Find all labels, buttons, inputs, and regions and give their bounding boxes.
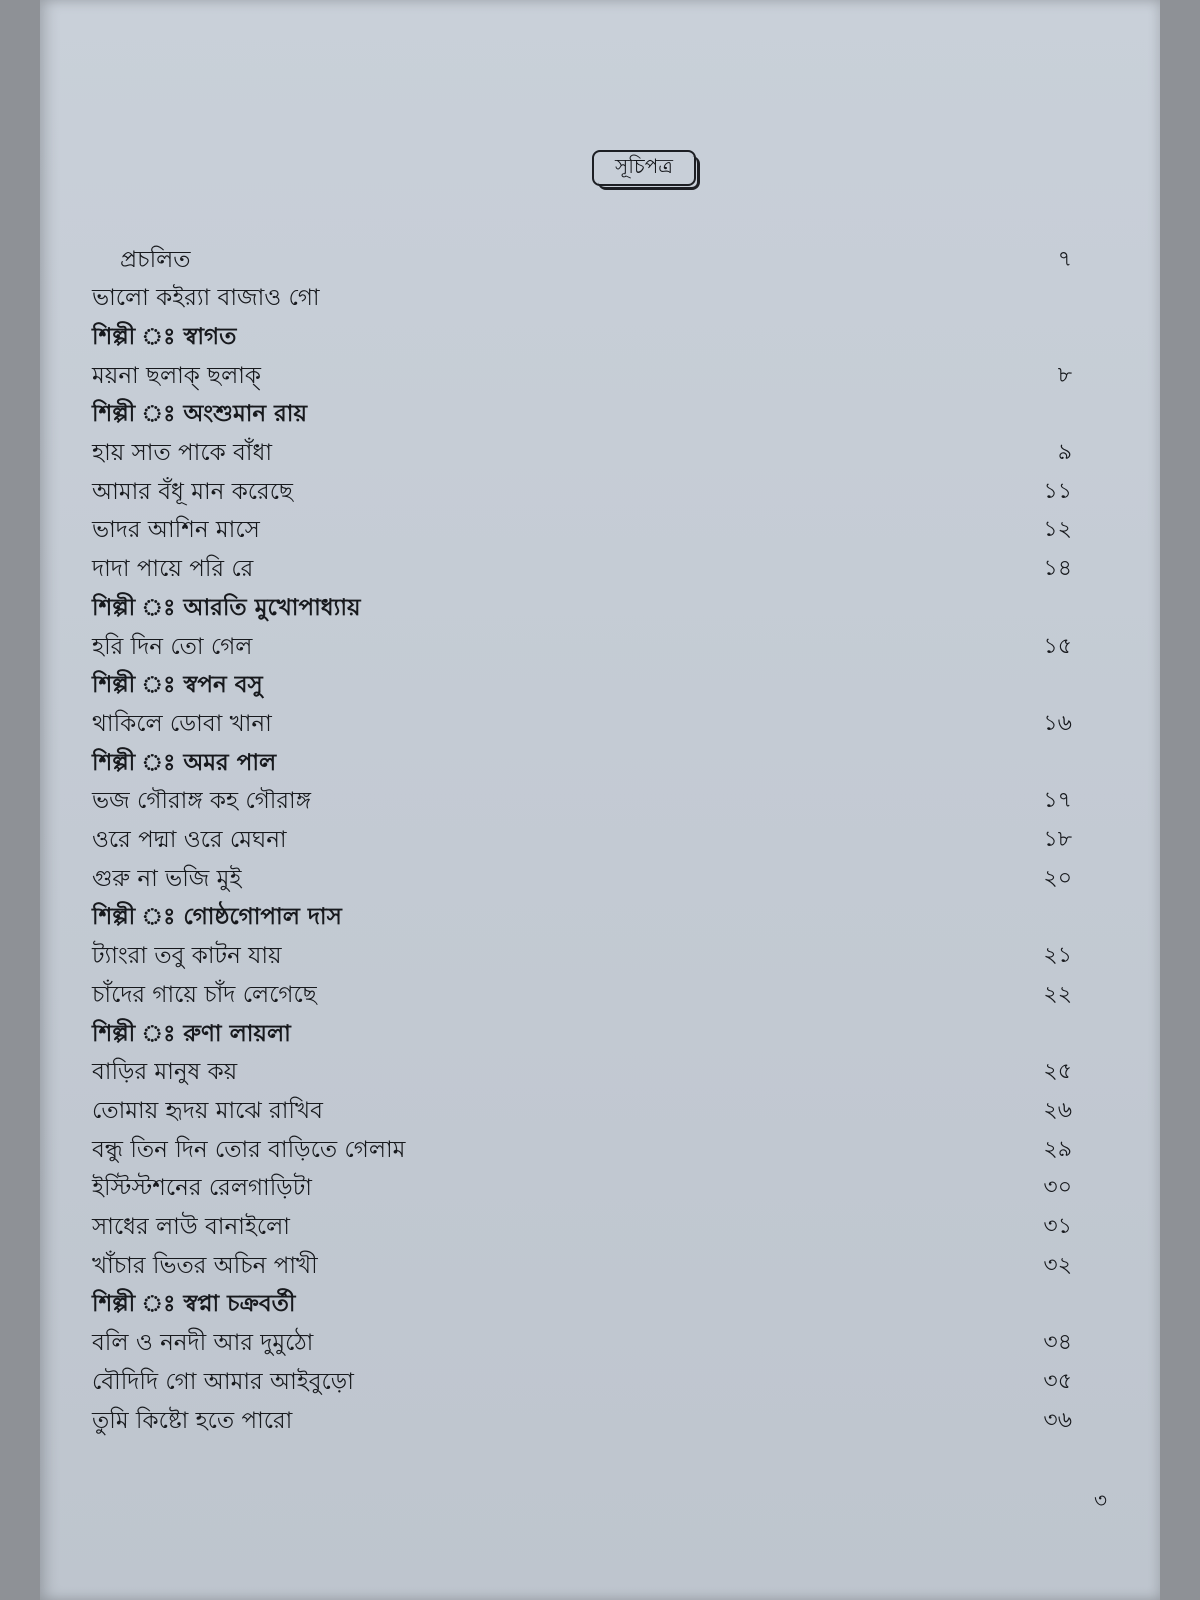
toc-page-number: ৩৬ — [1043, 1407, 1072, 1433]
toc-entry — [92, 706, 1072, 742]
toc-page-number: ১৬ — [1043, 710, 1072, 736]
toc-page-number: ২৬ — [1043, 1097, 1072, 1123]
toc-entry — [92, 436, 1072, 472]
song-title: সাধের লাউ বানাইলো — [92, 1214, 290, 1240]
song-title: বলি ও ননদী আর দুমুঠো — [92, 1330, 314, 1357]
toc-page-number: ১৪ — [1043, 556, 1072, 582]
song-title: ভজ গৌরাঙ্গ কহ গৌরাঙ্গ — [92, 788, 311, 815]
toc-page-number: ৩১ — [1043, 1214, 1072, 1239]
artist-heading: শিল্পী ঃ অংশুমান রায় — [92, 401, 308, 428]
toc-entry — [92, 242, 1072, 278]
song-title: ময়না ছলাক্ ছলাক্ — [92, 362, 262, 389]
page-title-text: সূচিপত্র — [615, 153, 673, 178]
toc-page-number: ২৫ — [1043, 1059, 1072, 1085]
toc-entry — [92, 358, 1072, 394]
artist-heading: শিল্পী ঃ স্বপ্না চক্রবর্তী — [92, 1291, 296, 1318]
page-number: ৩ — [1094, 1488, 1108, 1512]
toc-page-number: ১৮ — [1043, 827, 1072, 852]
toc-entry — [92, 1248, 1072, 1284]
toc-entry — [92, 745, 1072, 781]
toc-entry — [92, 513, 1072, 549]
toc-entry — [92, 1171, 1072, 1207]
song-title: বাড়ির মানুষ কয় — [92, 1059, 238, 1086]
toc-entry — [92, 1364, 1072, 1400]
toc-entry — [92, 552, 1072, 588]
toc-entry — [92, 784, 1072, 820]
toc-entry — [92, 474, 1072, 510]
song-title: ইস্টিস্টশনের রেলগাড়িটা — [92, 1175, 312, 1202]
song-title: আমার বঁধূ মান করেছে — [92, 478, 293, 505]
song-title: থাকিলে ডোবা খানা — [92, 710, 272, 737]
toc-entry — [92, 319, 1072, 355]
page-title — [592, 150, 696, 186]
toc-page-number: ৩৫ — [1043, 1368, 1072, 1394]
song-title: তুমি কিষ্টো হতে পারো — [92, 1407, 293, 1434]
toc-entry — [92, 1287, 1072, 1323]
toc-entry — [92, 668, 1072, 704]
toc-page-number: ৩৪ — [1043, 1330, 1072, 1356]
toc-entry — [92, 1210, 1072, 1246]
song-title: ওরে পদ্মা ওরে মেঘনা — [92, 827, 287, 853]
toc-entry — [92, 397, 1072, 433]
toc-entry — [92, 977, 1072, 1013]
toc-page-number: ৩২ — [1043, 1252, 1072, 1278]
toc-page-number: ২০ — [1043, 865, 1072, 891]
artist-heading: শিল্পী ঃ স্বপন বসু — [92, 672, 263, 699]
toc-page-number: ৭ — [1057, 246, 1072, 272]
toc-entry — [92, 629, 1072, 665]
artist-heading: শিল্পী ঃ স্বাগত — [92, 323, 237, 350]
toc-page-number: ২১ — [1043, 943, 1072, 969]
song-title: হরি দিন তো গেল — [92, 633, 253, 660]
song-title: ভালো কইর‍্যা বাজাও গো — [92, 285, 320, 312]
song-title: গুরু না ভজি মুই — [92, 865, 242, 892]
toc-page-number: ১৭ — [1043, 788, 1072, 814]
song-title: খাঁচার ভিতর অচিন পাখী — [92, 1252, 318, 1279]
song-title: ট্যাংরা তবু কাটন যায় — [92, 943, 282, 970]
toc-page-number: ১১ — [1043, 478, 1072, 504]
section-heading: প্রচলিত — [120, 246, 191, 273]
toc-entry — [92, 590, 1072, 626]
toc-entry — [92, 1055, 1072, 1091]
toc-entry — [92, 823, 1072, 859]
toc-page-number: ৯ — [1057, 440, 1072, 465]
song-title: দাদা পায়ে পরি রে — [92, 556, 254, 583]
song-title: চাঁদের গায়ে চাঁদ লেগেছে — [92, 981, 317, 1008]
toc-page-number: ৩০ — [1043, 1175, 1072, 1201]
toc-entry — [92, 900, 1072, 936]
artist-heading: শিল্পী ঃ গোষ্ঠগোপাল দাস — [92, 904, 342, 931]
toc-entry — [92, 1132, 1072, 1168]
toc-page-number: ১২ — [1043, 517, 1072, 543]
toc-entry — [92, 1326, 1072, 1362]
toc-entry — [92, 1016, 1072, 1052]
toc-entry — [92, 281, 1072, 317]
song-title: ভাদর আশিন মাসে — [92, 517, 260, 544]
song-title: বৌদিদি গো আমার আইবুড়ো — [92, 1368, 354, 1395]
toc-entry — [92, 1403, 1072, 1439]
toc-page-number: ২৯ — [1043, 1136, 1072, 1162]
toc-page-number: ৮ — [1057, 362, 1072, 388]
toc-page-number: ১৫ — [1043, 633, 1072, 659]
song-title: হায় সাত পাকে বাঁধা — [92, 440, 273, 466]
toc-entry — [92, 1093, 1072, 1129]
artist-heading: শিল্পী ঃ অমর পাল — [92, 749, 277, 776]
song-title: তোমায় হৃদয় মাঝে রাখিব — [92, 1097, 323, 1124]
toc-entry — [92, 939, 1072, 975]
song-title: বন্ধু তিন দিন তোর বাড়িতে গেলাম — [92, 1136, 406, 1163]
artist-heading: শিল্পী ঃ রুণা লায়লা — [92, 1020, 291, 1047]
artist-heading: শিল্পী ঃ আরতি মুখোপাধ্যায় — [92, 594, 361, 621]
toc-page-number: ২২ — [1043, 981, 1072, 1007]
toc-entry — [92, 861, 1072, 897]
